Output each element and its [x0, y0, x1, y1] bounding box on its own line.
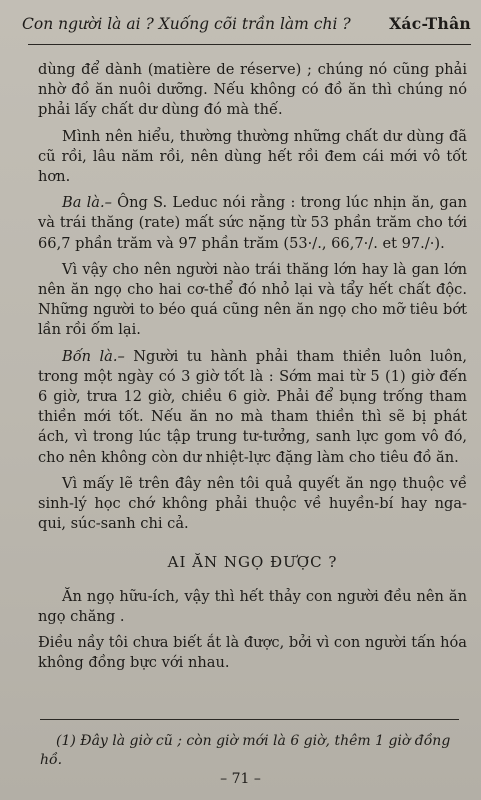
section-title: AI ĂN NGỌ ĐƯỢC ?: [167, 553, 338, 572]
paragraph-ba-la: [38, 193, 467, 254]
paragraph-an-ngo: Ăn ngọ hữu-ích, vậy thì hết thảy con người đều nên ăn ngọ chăng .: [38, 587, 467, 625]
running-title: Con người là ai ? Xuống cõi trần làm chi ?: [22, 15, 351, 33]
paragraph-vi-vay: Vì vậy cho nên người nào trái thăng lớn hay là gan lớn nên ăn ngọ cho hai cơ-thể đó nhỏ lại và tẩy hết chất độc. Những người to béo quá cũng nên ăn ngọ cho mỡ tiêu bớt lần rồi ốm lại.: [38, 260, 467, 339]
running-header: [22, 14, 471, 33]
paragraph-vi-may: Vì mấy lẽ trên đây nên tôi quả quyết ăn ngọ thuộc về sinh-lý học chớ không phải thuộc về huyền-bí hay nga-qui, súc-sanh chi cả.: [38, 474, 467, 533]
bon-la-text: Người tu hành phải tham thiền luôn luôn, trong một ngày có 3 giờ tốt là : Sớm mai từ 5 (1) giờ đến 6 giờ, trưa 12 giờ, chiều 6 giờ. Phải để bụng trống tham thiền mới tốt. Nếu ăn no mà tham thiền thì sẽ bị phát ách, vì trong lúc tập trung tư-tưởng, sanh lực gom vô đó, cho nên không còn dư nhiệt-lực đặng làm cho tiêu đồ ăn.: [38, 347, 467, 466]
paragraph-bon-la: [38, 347, 467, 468]
paragraph-dieu-nay: Điều nầy tôi chưa biết ắt là được, bởi vì con người tấn hóa không đồng bực với nhau.: [38, 634, 467, 672]
paragraph-minh-nen-hieu: Mình nên hiểu, thường thường những chất dư dùng đã cũ rồi, lâu năm rồi, nên dùng hết rồi đem cái mới vô tốt hơn.: [38, 127, 467, 186]
page-number: – 71 –: [220, 771, 261, 787]
bon-la-lead: Bốn là.–: [62, 347, 125, 365]
page-body: [38, 60, 467, 679]
footnote: (1) Đây là giờ cũ ; còn giờ mới là 6 giờ, thêm 1 giờ đồng hồ.: [40, 733, 451, 768]
footnote-rule: [40, 719, 459, 720]
ba-la-lead: Ba là.–: [62, 194, 112, 212]
running-author: Xác-Thân: [389, 14, 471, 33]
header-rule: [28, 44, 471, 45]
paragraph-continued: dùng để dành (matière de réserve) ; chúng nó cũng phải nhờ đồ ăn nuôi dưỡng. Nếu không có đồ ăn thì chúng nó phải lấy chất dư dùng đó mà thế.: [38, 61, 467, 119]
ba-la-text: Ông S. Leduc nói rằng : trong lúc nhịn ăn, gan và trái thăng (rate) mất sức nặng từ 53 phần trăm cho tới 66,7 phần trăm và 97 phần trăm (53·/., 66,7·/. et 97./·).: [38, 194, 467, 252]
